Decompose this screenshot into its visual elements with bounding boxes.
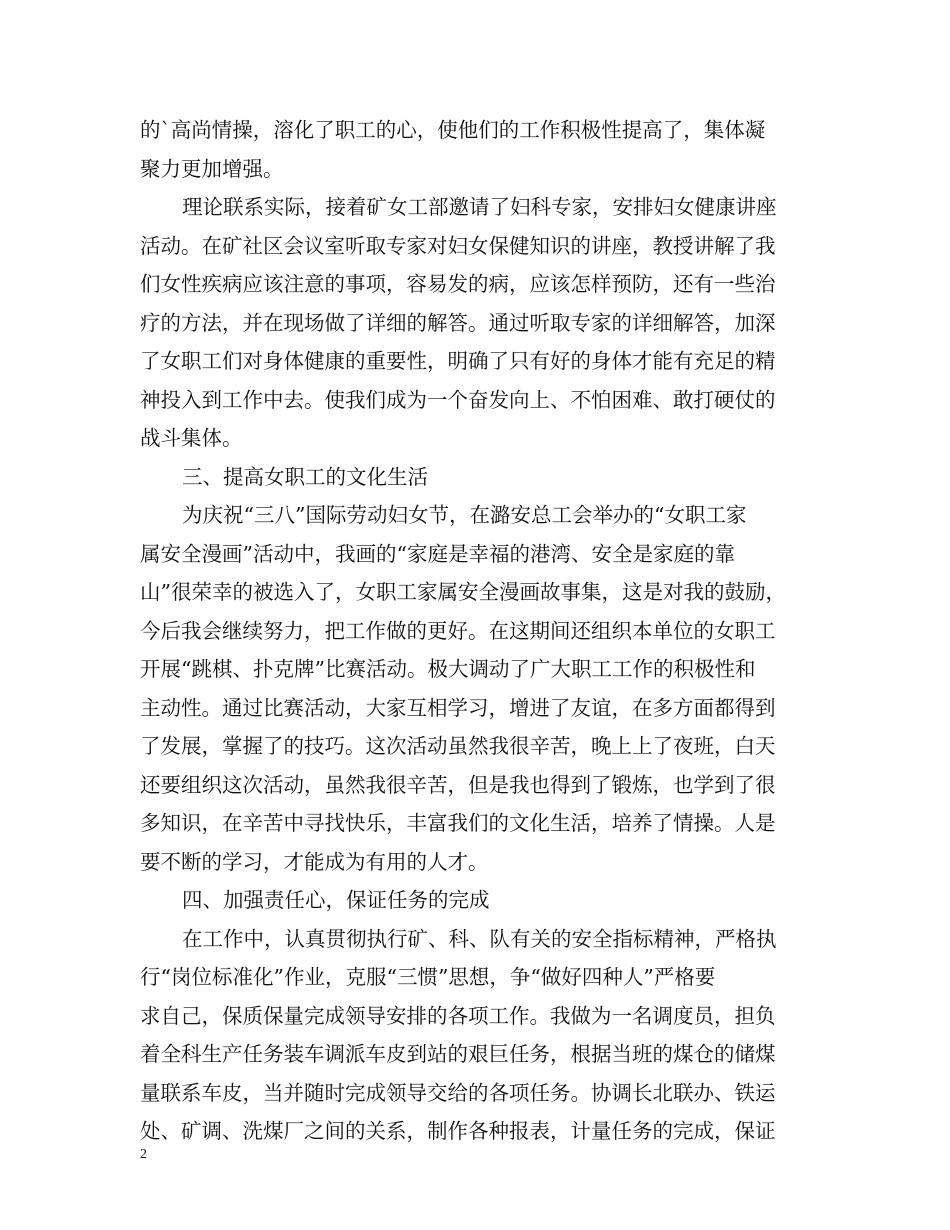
text-line: 们女性疾病应该注意的事项，容易发的病，应该怎样预防，还有一些治 (140, 272, 776, 296)
section-heading: 三、提高女职工的文化生活 (182, 464, 428, 489)
text-line: 神投入到工作中去。使我们成为一个奋发向上、不怕困难、敢打硬仗的 (140, 387, 776, 412)
paragraph-start-line: 为庆祝“三八”国际劳动妇女节，在潞安总工会举办的“女职工家 (182, 503, 747, 527)
text-line: 了女职工们对身体健康的重要性，明确了只有好的身体才能有充足的精 (140, 349, 776, 373)
text-line: 多知识，在辛苦中寻找快乐，丰富我们的文化生活，培养了情操。人是 (140, 811, 776, 835)
text-line: 行“岗位标准化”作业，克服“三惯”思想，争“做好四种人”严格要 (140, 965, 716, 989)
text-line: 战斗集体。 (140, 426, 243, 450)
paragraph-start-line: 理论联系实际，接着矿女工部邀请了妇科专家，安排妇女健康讲座 (182, 195, 777, 219)
section-heading: 四、加强责任心，保证任务的完成 (182, 888, 490, 912)
text-line: 的`高尚情操，溶化了职工的心，使他们的工作积极性提高了，集体凝 (140, 118, 766, 142)
text-line: 求自己，保质保量完成领导安排的各项工作。我做为一名调度员，担负 (140, 1003, 776, 1028)
text-line: 处、矿调、洗煤厂之间的关系，制作各种报表，计量任务的完成，保证 (140, 1119, 776, 1143)
text-line: 开展“跳棋、扑克牌”比赛活动。极大调动了广大职工工作的积极性和 (140, 657, 756, 681)
document-body (140, 111, 820, 1151)
text-line: 活动。在矿社区会议室听取专家对妇女保健知识的讲座，教授讲解了我 (140, 233, 776, 258)
text-line: 还要组织这次活动，虽然我很辛苦，但是我也得到了锻炼，也学到了很 (140, 772, 776, 797)
text-line: 着全科生产任务装车调派车皮到站的艰巨任务，根据当班的煤仓的储煤 (140, 1042, 776, 1066)
paragraph-start-line: 在工作中，认真贯彻执行矿、科、队有关的安全指标精神，严格执 (182, 926, 777, 951)
text-line: 山”很荣幸的被选入了，女职工家属安全漫画故事集，这是对我的鼓励， (140, 580, 786, 604)
text-line: 量联系车皮，当并随时完成领导交给的各项任务。协调长北联办、铁运 (140, 1080, 776, 1105)
text-line: 疗的方法，并在现场做了详细的解答。通过听取专家的详细解答，加深 (140, 310, 776, 335)
text-line: 了发展，掌握了的技巧。这次活动虽然我很辛苦，晚上上了夜班，白天 (140, 734, 776, 758)
page-number: 2 (140, 1147, 147, 1162)
text-line: 聚力更加增强。 (140, 156, 284, 181)
text-line: 属安全漫画”活动中，我画的“家庭是幸福的港湾、安全是家庭的靠 (140, 541, 735, 566)
text-line: 今后我会继续努力，把工作做的更好。在这期间还组织本单位的女职工 (140, 618, 776, 643)
text-line: 主动性。通过比赛活动，大家互相学习，增进了友谊，在多方面都得到 (140, 695, 776, 720)
text-line: 要不断的学习，才能成为有用的人才。 (140, 849, 489, 874)
